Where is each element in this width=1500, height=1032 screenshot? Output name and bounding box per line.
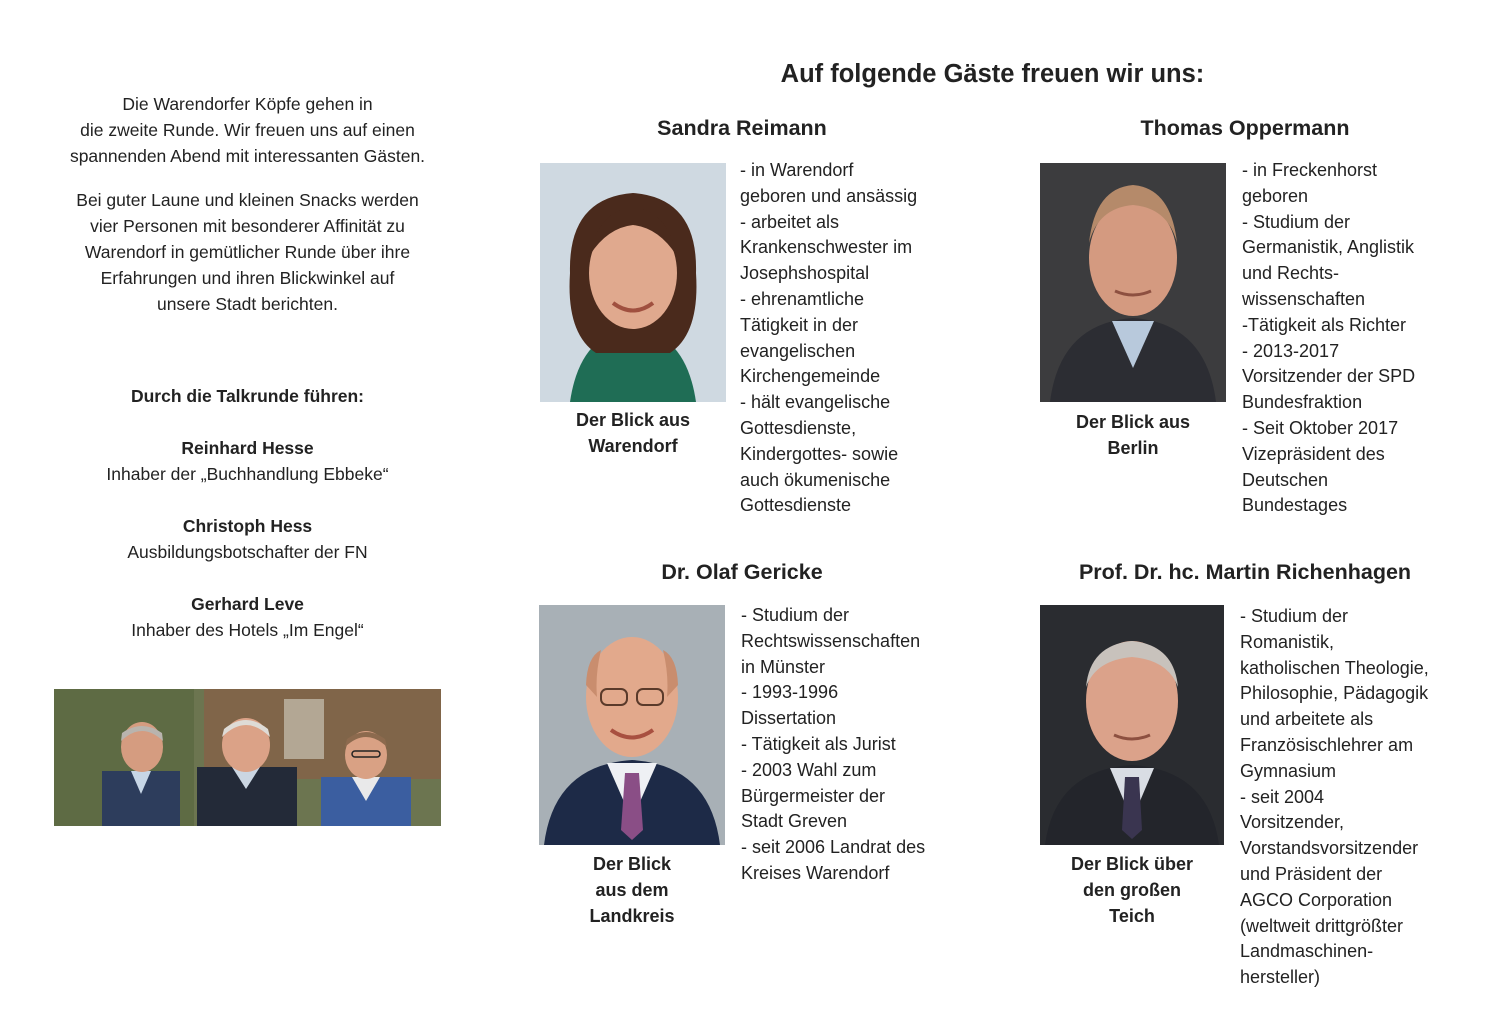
guest-bio-thomas-oppermann: - in Freckenhorst geboren - Studium der Germanistik, Anglistik und Rechts- wissenschaften -Tätigkeit als Richter - 2013-2017 Vorsitzender der SPD Bundesfraktion - Seit Oktober 2017 Vizepräsident des Deutschen Bundestages [1242,160,1416,516]
guest-photo-olaf-gericke [539,605,725,845]
guest-caption-martin-richenhagen: Der Blick über den großen Teich [1070,854,1194,926]
guest-bio-olaf-gericke: - Studium der Rechtswissenschaften in Münster - 1993-1996 Dissertation - Tätigkeit als Jurist - 2003 Wahl zum Bürgermeister der Stadt Greven - seit 2006 Landrat des Kreises Warendorf [741,605,926,883]
guest-photo-sandra-reimann [540,163,726,402]
host-name: Gerhard Leve [191,594,304,614]
guest-name-sandra-reimann: Sandra Reimann [657,116,827,140]
intro-paragraph-2: Bei guter Laune und kleinen Snacks werden vier Personen mit besonderer Affinität zu Warendorf in gemütlicher Runde über ihre Erfahrungen und ihren Blickwinkel auf unsere Stadt berichten. [76,190,419,314]
guest-caption-olaf-gericke: Der Blick aus dem Landkreis [589,854,675,926]
host-role: Inhaber des Hotels „Im Engel“ [131,620,364,640]
hosts-section [40,383,455,643]
intro-paragraph-1: Die Warendorfer Köpfe gehen in die zweite Runde. Wir freuen uns auf einen spannenden Abend mit interessanten Gästen. [69,94,426,166]
host-role: Ausbildungsbotschafter der FN [127,542,368,562]
host-role: Inhaber der „Buchhandlung Ebbeke“ [106,464,389,484]
guest-name-martin-richenhagen: Prof. Dr. hc. Martin Richenhagen [1078,560,1412,584]
main-title: Auf folgende Gäste freuen wir uns: [780,60,1205,88]
guest-bio-sandra-reimann: - in Warendorf geboren und ansässig - arbeitet als Krankenschwester im Josephshospital - ehrenamtliche Tätigkeit in der evangelischen Kirchengemeinde - hält evangelische Gottesdienste, Kindergottes- sowie auch ökumenische Gottesdienste [740,160,918,516]
guest-photo-thomas-oppermann [1040,163,1226,402]
guest-caption-thomas-oppermann: Der Blick aus Berlin [1075,412,1191,458]
host-name: Reinhard Hesse [181,438,314,458]
hosts-group-photo-illustration [54,689,441,826]
hosts-heading: Durch die Talkrunde führen: [130,386,365,406]
host-name: Christoph Hess [182,516,313,536]
hosts-group-photo [54,689,441,826]
guest-name-thomas-oppermann: Thomas Oppermann [1140,116,1350,140]
guest-caption-sandra-reimann: Der Blick aus Warendorf [575,410,691,456]
guest-bio-martin-richenhagen: - Studium der Romanistik, katholischen Theologie, Philosophie, Pädagogik und arbeitete als Französischlehrer am Gymnasium - seit 2004 Vorsitzender, Vorstandsvorsitzender und Präsident der AGCO Corporation (weltweit drittgrößter Landmaschinen- hersteller) [1240,606,1429,988]
guest-name-olaf-gericke: Dr. Olaf Gericke [661,560,823,584]
guest-photo-martin-richenhagen [1040,605,1224,845]
